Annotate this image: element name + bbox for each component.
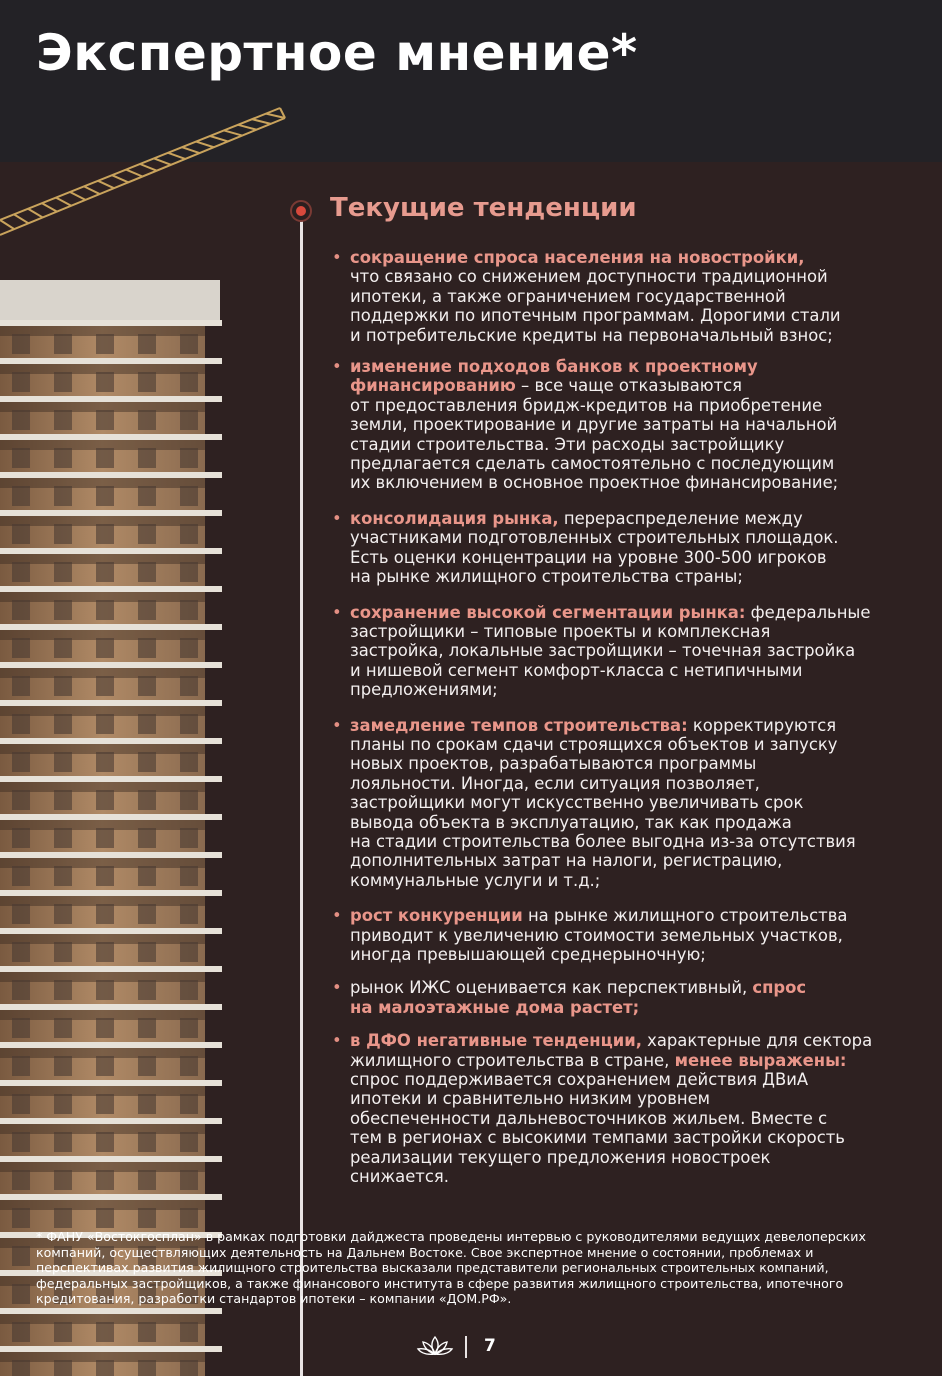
page-number: 7: [484, 1336, 496, 1356]
timeline-dot-icon: [290, 200, 312, 222]
body-text: и нишевой сегмент комфорт-класса с нетипичными: [350, 660, 803, 680]
footer-separator: [465, 1336, 467, 1358]
body-text: на рынке жилищного строительства страны;: [350, 567, 743, 587]
building-illustration: [0, 250, 232, 1376]
lotus-icon: [416, 1334, 454, 1358]
body-text: жилищного строительства в стране,: [350, 1050, 675, 1070]
trend-item: [332, 357, 902, 493]
body-text: и потребительские кредиты на первоначальный взнос;: [350, 325, 833, 345]
body-text: спрос поддерживается сохранением действия ДВиА: [350, 1070, 809, 1090]
highlight-text: сохранение высокой сегментации рынка:: [350, 602, 746, 622]
trend-item: [332, 978, 902, 1017]
body-text: реализации текущего предложения новостроек: [350, 1147, 771, 1167]
page-title: Экспертное мнение*: [36, 24, 638, 82]
body-text: характерные для сектора: [641, 1031, 873, 1051]
highlight-text: спрос: [752, 978, 807, 998]
highlight-text: изменение подходов банков к проектному: [350, 357, 758, 377]
body-text: застройщики могут искусственно увеличивать срок: [350, 793, 804, 813]
crane-illustration: [0, 100, 300, 260]
body-text: на рынке жилищного строительства: [522, 906, 848, 926]
highlight-text: сокращение спроса населения на новостройки,: [350, 248, 805, 267]
highlight-text: финансированию: [350, 376, 516, 396]
body-text: вывода объекта в эксплуатацию, так как продажа: [350, 812, 792, 832]
body-text: федеральные: [745, 602, 871, 622]
trend-item: [332, 1031, 902, 1186]
body-text: рынок ИЖС оценивается как перспективный,: [350, 978, 753, 998]
body-text: Есть оценки концентрации на уровне 300-500 игроков: [350, 547, 827, 567]
trend-item: [332, 248, 902, 345]
highlight-text: менее выражены:: [674, 1050, 847, 1070]
body-text: корректируются: [687, 715, 837, 735]
trend-item: [332, 509, 902, 587]
body-text: перераспределение между: [558, 508, 803, 528]
body-text: новых проектов, разрабатываются программы: [350, 754, 757, 774]
body-text: стадии строительства. Эти расходы застройщику: [350, 434, 785, 454]
body-text: их включением в основное проектное финансирование;: [350, 473, 839, 493]
body-text: участниками подготовленных строительных площадок.: [350, 528, 839, 548]
body-text: коммунальные услуги и т.д.;: [350, 870, 601, 890]
body-text: ипотеки и сравнительно низким уровнем: [350, 1089, 711, 1109]
body-text: застройщики – типовые проекты и комплексная: [350, 621, 771, 641]
body-text: обеспеченности дальневосточников жильем. Вместе с: [350, 1108, 828, 1128]
trend-item: [332, 906, 902, 964]
trend-item: [332, 716, 902, 891]
body-text: дополнительных затрат на налоги, регистрацию,: [350, 851, 783, 871]
body-text: от предоставления бридж-кредитов на приобретение: [350, 395, 823, 415]
highlight-text: замедление темпов строительства:: [350, 715, 688, 735]
footnote: * ФАНУ «Востокгосплан» в рамках подготовки дайджеста проведены интервью с руководителями ведущих девелоперских компаний, осуществляющих деятельность на Дальнем Востоке. Свое экспертное мнение о состоянии, проблемах и перспективах развития жилищного строительства высказали представители региональных строительных компаний, федеральных застройщиков, а также финансового института в сфере развития жилищного строительства, ипотечного кредитования, разработки стандартов ипотеки – компании «ДОМ.РФ».: [36, 1229, 866, 1307]
trend-list: [332, 248, 902, 1186]
body-text: лояльности. Иногда, если ситуация позволяет,: [350, 773, 760, 793]
highlight-text: рост конкуренции: [350, 906, 523, 926]
body-text: – все чаще отказываются: [515, 376, 742, 396]
body-text: приводит к увеличению стоимости земельных участков,: [350, 925, 843, 945]
highlight-text: в ДФО негативные тенденции,: [350, 1031, 642, 1051]
highlight-text: консолидация рынка,: [350, 508, 559, 528]
body-text: тем в регионах с высокими темпами застройки скорость: [350, 1128, 845, 1148]
body-text: застройка, локальные застройщики – точечная застройка: [350, 641, 856, 661]
body-text: предложениями;: [350, 680, 498, 700]
timeline-line: [300, 210, 303, 1376]
body-text: поддержки по ипотечным программам. Дорогими стали: [350, 306, 841, 326]
section-title: Текущие тенденции: [330, 193, 637, 223]
body-text: снижается.: [350, 1167, 449, 1187]
body-text: на стадии строительства более выгодна из-за отсутствия: [350, 831, 856, 851]
body-text: земли, проектирование и другие затраты на начальной: [350, 415, 838, 435]
body-text: планы по срокам сдачи строящихся объектов и запуску: [350, 734, 838, 754]
highlight-text: на малоэтажные дома растет;: [350, 997, 640, 1017]
body-text: предлагается сделать самостоятельно с последующим: [350, 454, 835, 474]
body-text: что связано со снижением доступности традиционной: [350, 267, 828, 287]
body-text: ипотеки, а также ограничением государственной: [350, 286, 786, 306]
body-text: иногда превышающей среднерыночную;: [350, 945, 706, 964]
trend-item: [332, 603, 902, 700]
